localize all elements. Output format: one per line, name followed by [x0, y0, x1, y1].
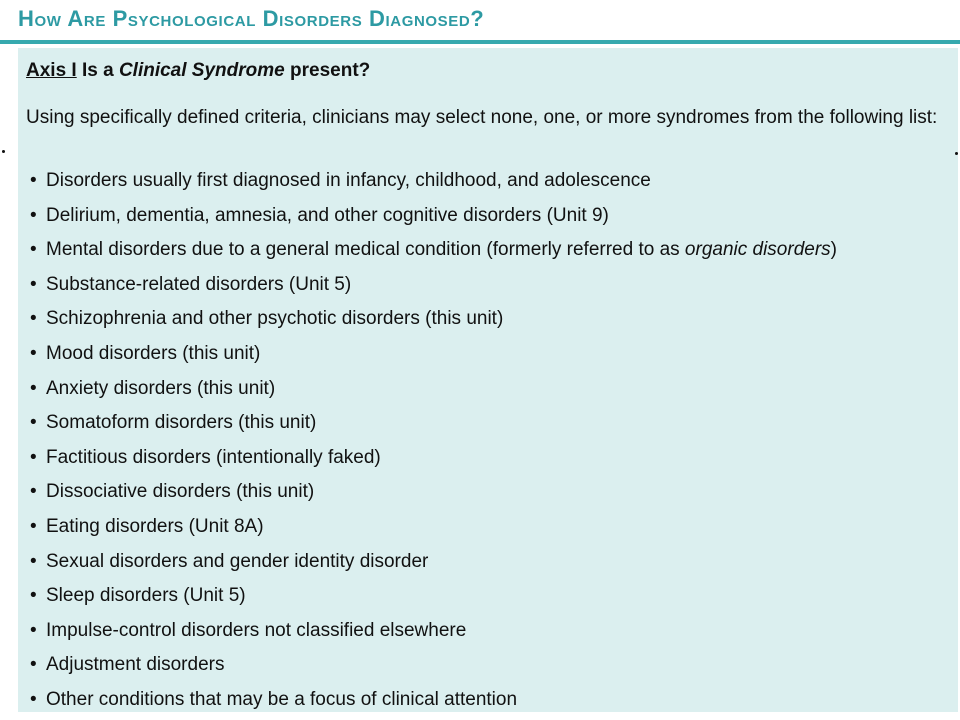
list-item-text: Mental disorders due to a general medical condition (formerly referred to as	[46, 239, 685, 261]
list-item-text: Schizophrenia and other psychotic disorders (this unit)	[46, 308, 504, 330]
list-item	[30, 441, 950, 476]
bullet-icon: •	[30, 412, 37, 434]
list-item	[30, 510, 950, 545]
list-item-text: Dissociative disorders (this unit)	[46, 481, 315, 503]
list-item-suffix: )	[830, 239, 837, 261]
bullet-icon: •	[30, 308, 37, 330]
list-item	[30, 164, 950, 199]
bullet-icon: •	[30, 550, 37, 572]
list-item	[30, 199, 950, 234]
axis-heading	[26, 60, 370, 82]
syndrome-list	[30, 164, 950, 718]
list-item	[30, 648, 950, 683]
list-item-text: Impulse-control disorders not classified elsewhere	[46, 619, 467, 641]
axis-question-pre: Is a	[76, 60, 119, 81]
bullet-icon: •	[30, 239, 37, 261]
bullet-icon: •	[30, 585, 37, 607]
list-item	[30, 406, 950, 441]
header-divider	[0, 40, 960, 44]
list-item-text: Adjustment disorders	[46, 654, 225, 676]
bullet-icon: •	[30, 377, 37, 399]
list-item	[30, 372, 950, 407]
list-item	[30, 268, 950, 303]
list-item	[30, 302, 950, 337]
list-item	[30, 475, 950, 510]
bullet-icon: •	[30, 204, 37, 226]
slide-header	[0, 0, 960, 44]
bullet-icon: •	[30, 619, 37, 641]
list-item-text: Substance-related disorders (Unit 5)	[46, 273, 352, 295]
list-item	[30, 579, 950, 614]
list-item-text: Disorders usually first diagnosed in infancy, childhood, and adolescence	[46, 170, 651, 191]
list-item-text: Delirium, dementia, amnesia, and other cognitive disorders (Unit 9)	[46, 204, 609, 226]
list-item-text: Anxiety disorders (this unit)	[46, 377, 276, 399]
edge-mark-left	[2, 150, 5, 153]
list-item	[30, 337, 950, 372]
intro-paragraph: Using specifically defined criteria, clinicians may select none, one, or more syndromes from the following list:	[26, 107, 938, 128]
page-title: How Are Psychological Disorders Diagnosed?	[18, 6, 485, 31]
list-item-text: Somatoform disorders (this unit)	[46, 412, 317, 434]
list-item-text: Eating disorders (Unit 8A)	[46, 515, 264, 537]
bullet-icon: •	[30, 688, 37, 710]
list-item	[30, 545, 950, 580]
bullet-icon: •	[30, 446, 37, 468]
bullet-icon: •	[30, 654, 37, 676]
bullet-icon: •	[30, 515, 37, 537]
footer-strip	[0, 712, 960, 720]
bullet-icon: •	[30, 273, 37, 295]
list-item	[30, 233, 950, 268]
axis-question-post: present?	[284, 60, 371, 81]
list-item-text: Mood disorders (this unit)	[46, 342, 261, 364]
bullet-icon: •	[30, 342, 37, 364]
content-panel	[18, 48, 958, 712]
list-item-text: Sleep disorders (Unit 5)	[46, 585, 246, 607]
list-item-text: Other conditions that may be a focus of clinical attention	[46, 688, 518, 710]
list-item-emphasis: organic disorders	[684, 239, 831, 261]
axis-label: Axis I	[26, 60, 77, 81]
list-item	[30, 614, 950, 649]
edge-mark-right	[955, 152, 958, 155]
list-item-text: Factitious disorders (intentionally faked)	[46, 446, 381, 468]
bullet-icon: •	[30, 481, 37, 503]
bullet-icon: •	[30, 170, 37, 191]
list-item-text: Sexual disorders and gender identity disorder	[46, 550, 429, 572]
axis-question-emphasis: Clinical Syndrome	[118, 60, 285, 81]
